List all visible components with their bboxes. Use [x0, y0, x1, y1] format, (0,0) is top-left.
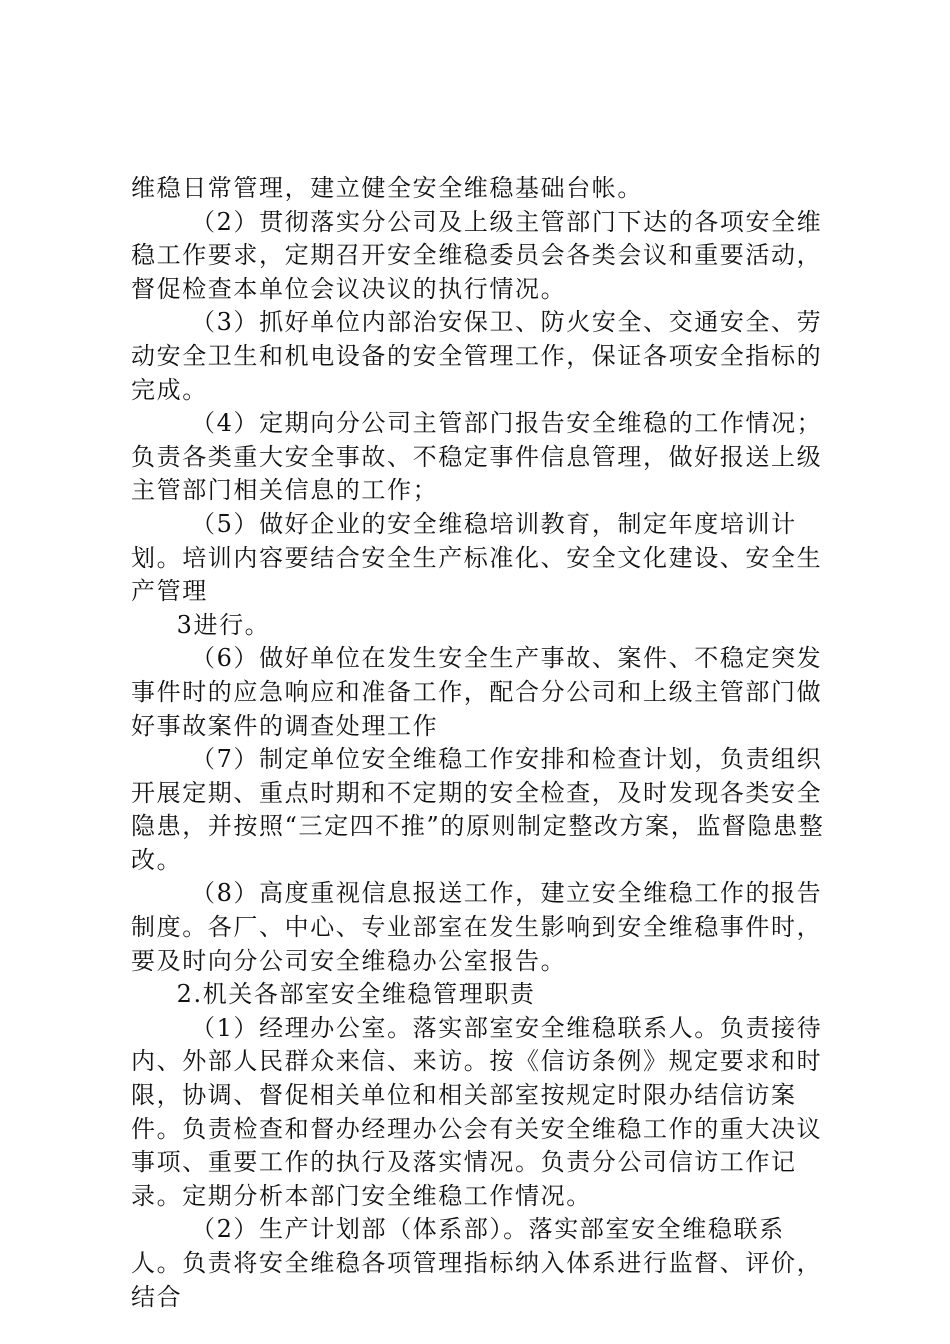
paragraph-item-3: （3）抓好单位内部治安保卫、防火安全、交通安全、劳动安全卫生和机电设备的安全管理工作，保证各项安全指标的完成。 — [131, 308, 823, 404]
paragraph-continuation: 维稳日常管理，建立健全安全维稳基础台帐。 — [131, 174, 643, 202]
paragraph-item-4: （4）定期向分公司主管部门报告安全维稳的工作情况；负责各类重大安全事故、不稳定事件信息管理，做好报送上级主管部门相关信息的工作； — [131, 409, 823, 505]
document-body — [131, 172, 831, 1314]
paragraph-item-8: （8）高度重视信息报送工作，建立安全维稳工作的报告制度。各厂、中心、专业部室在发生影响到安全维稳事件时，要及时向分公司安全维稳办公室报告。 — [131, 879, 823, 975]
paragraph-item-7: （7）制定单位安全维稳工作安排和检查计划，负责组织开展定期、重点时期和不定期的安全检查，及时发现各类安全隐患，并按照“三定四不推”的原则制定整改方案，监督隐患整改。 — [131, 745, 825, 874]
paragraph-office-2: （2）生产计划部（体系部）。落实部室安全维稳联系人。负责将安全维稳各项管理指标纳入体系进行监督、评价，结合 — [131, 1215, 823, 1311]
paragraph-office-1: （1）经理办公室。落实部室安全维稳联系人。负责接待内、外部人民群众来信、来访。按《信访条例》规定要求和时限，协调、督促相关单位和相关部室按规定时限办结信访案件。负责检查和督办经理办公会有关安全维稳工作的重大决议事项、重要工作的执行及落实情况。负责分公司信访工作记录。定期分析本部门安全维稳工作情况。 — [131, 1013, 823, 1210]
paragraph-item-2: （2）贯彻落实分公司及上级主管部门下达的各项安全维稳工作要求，定期召开安全维稳委员会各类会议和重要活动，督促检查本单位会议决议的执行情况。 — [131, 207, 823, 303]
paragraph-fragment: 3进行。 — [176, 610, 271, 639]
paragraph-item-6: （6）做好单位在发生安全生产事故、案件、不稳定突发事件时的应急响应和准备工作，配合分公司和上级主管部门做好事故案件的调查处理工作 — [131, 644, 823, 740]
section-heading: 2.机关各部室安全维稳管理职责 — [176, 980, 536, 1009]
paragraph-item-5: （5）做好企业的安全维稳培训教育，制定年度培训计划。培训内容要结合安全生产标准化、安全文化建设、安全生产管理 — [131, 509, 823, 606]
